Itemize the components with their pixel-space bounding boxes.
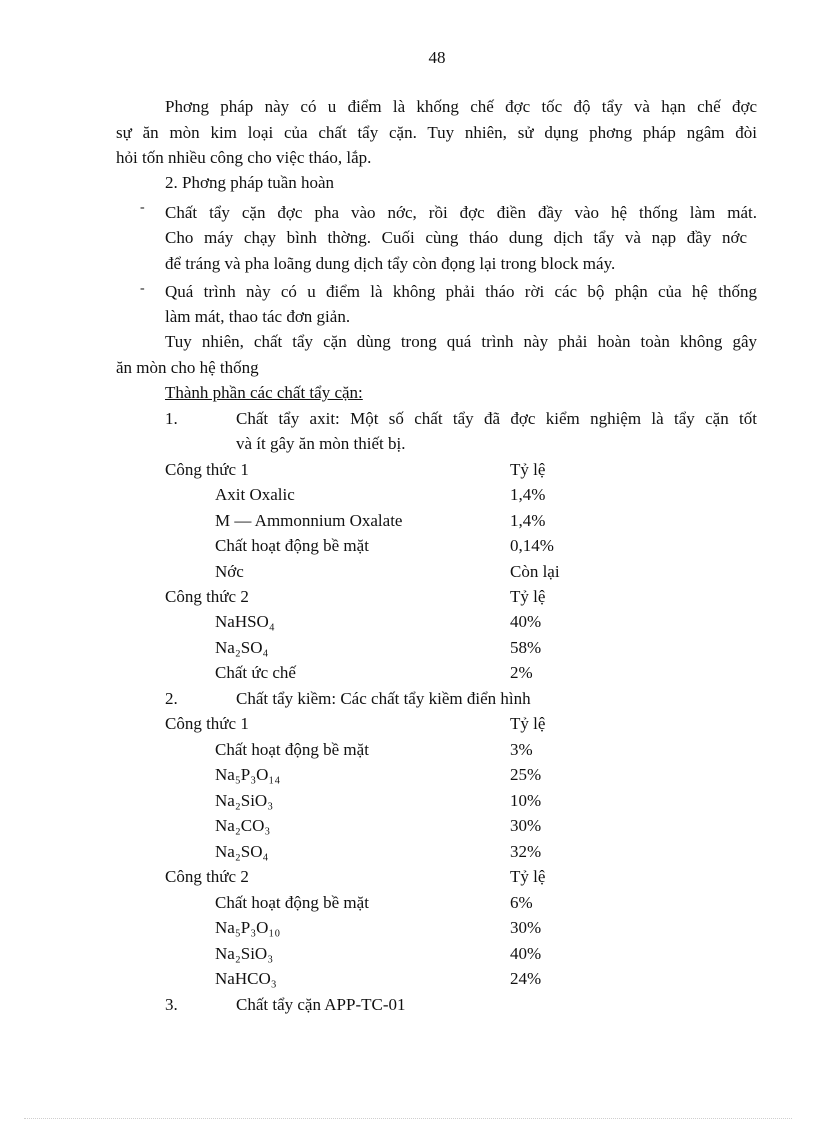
ingredient-name: Na₂SO₄	[215, 638, 269, 657]
bullet-marker: -	[140, 281, 145, 296]
item-line: Chất tẩy cặn APP-TC-01	[236, 995, 406, 1014]
ingredient-ratio: 1,4%	[510, 511, 546, 530]
ingredient-ratio: 58%	[510, 638, 542, 657]
ingredient-ratio: 3%	[510, 740, 533, 759]
paragraph-line: ăn mòn cho hệ thống	[116, 358, 259, 377]
page-number: 48	[428, 48, 446, 67]
bullet-line: Cho máy chạy bình thờng. Cuối cùng tháo dung dịch tẩy và nạp đầy nớc	[165, 228, 747, 247]
ingredient-ratio: 0,14%	[510, 536, 554, 555]
paragraph-line: Tuy nhiên, chất tẩy cặn dùng trong quá trình này phải hoàn toàn không gây	[165, 332, 757, 351]
ingredient-name: Chất hoạt động bề mặt	[215, 536, 369, 555]
ingredient-name: Chất hoạt động bề mặt	[215, 893, 369, 912]
bullet-line: Chất tẩy cặn đợc pha vào nớc, rồi đợc điền đầy vào hệ thống làm mát.	[165, 203, 757, 222]
ingredient-name: Na₂SiO₃	[215, 944, 274, 963]
ingredient-name: Na₅P₃O₁₀	[215, 918, 281, 937]
ingredient-ratio: 32%	[510, 842, 542, 861]
bullet-line: để tráng và pha loãng dung dịch tẩy còn đọng lại trong block máy.	[165, 254, 616, 273]
ingredient-name: Axit Oxalic	[215, 485, 295, 504]
bullet-line: làm mát, thao tác đơn giản.	[165, 307, 351, 326]
ingredient-name: Chất ức chế	[215, 663, 296, 682]
ingredient-name: NaHSO₄	[215, 612, 275, 631]
ratio-header: Tỷ lệ	[510, 867, 546, 886]
ingredient-name: NaHCO₃	[215, 969, 277, 988]
ingredient-ratio: 25%	[510, 765, 542, 784]
ingredient-ratio: 30%	[510, 918, 542, 937]
ingredient-ratio: 40%	[510, 612, 542, 631]
method-heading: 2. Phơng pháp tuần hoàn	[165, 173, 335, 192]
ratio-header: Tỷ lệ	[510, 460, 546, 479]
ingredient-name: Na₂SO₄	[215, 842, 269, 861]
formula-title: Công thức 1	[165, 714, 249, 733]
item-number: 1.	[165, 409, 178, 428]
paragraph-line: Phơng pháp này có u điểm là khống chế đợc tốc độ tẩy và hạn chế đợc	[165, 97, 757, 116]
ingredient-ratio: 40%	[510, 944, 542, 963]
bullet-marker: -	[140, 200, 145, 215]
ingredient-ratio: 30%	[510, 816, 542, 835]
item-line: Chất tẩy kiềm: Các chất tẩy kiềm điển hình	[236, 689, 531, 708]
ingredient-name: M — Ammonnium Oxalate	[215, 511, 403, 530]
ratio-header: Tỷ lệ	[510, 714, 546, 733]
ingredient-name: Chất hoạt động bề mặt	[215, 740, 369, 759]
item-number: 3.	[165, 995, 178, 1014]
section-title: Thành phần các chất tẩy cặn:	[165, 383, 363, 402]
bullet-line: Quá trình này có u điểm là không phải tháo rời các bộ phận của hệ thống	[165, 282, 757, 301]
ingredient-name: Na₅P₃O₁₄	[215, 765, 281, 784]
ingredient-name: Na₂SiO₃	[215, 791, 274, 810]
ingredient-name: Nớc	[215, 562, 244, 581]
item-line: Chất tẩy axit: Một số chất tẩy đã đợc kiểm nghiệm là tẩy cặn tốt	[236, 409, 757, 428]
formula-title: Công thức 2	[165, 867, 249, 886]
paragraph-line: sự ăn mòn kim loại của chất tẩy cặn. Tuy nhiên, sử dụng phơng pháp ngâm đòi	[116, 123, 757, 142]
ingredient-ratio: 10%	[510, 791, 542, 810]
ingredient-ratio: 6%	[510, 893, 533, 912]
paragraph-line: hỏi tốn nhiều công cho việc tháo, lắp.	[116, 148, 372, 167]
ratio-header: Tỷ lệ	[510, 587, 546, 606]
bottom-rule	[24, 1118, 792, 1119]
ingredient-ratio: Còn lại	[510, 562, 560, 581]
formula-title: Công thức 2	[165, 587, 249, 606]
ingredient-ratio: 24%	[510, 969, 542, 988]
ingredient-name: Na₂CO₃	[215, 816, 271, 835]
formula-title: Công thức 1	[165, 460, 249, 479]
item-number: 2.	[165, 689, 178, 708]
item-line: và ít gây ăn mòn thiết bị.	[236, 434, 406, 453]
ingredient-ratio: 1,4%	[510, 485, 546, 504]
ingredient-ratio: 2%	[510, 663, 533, 682]
